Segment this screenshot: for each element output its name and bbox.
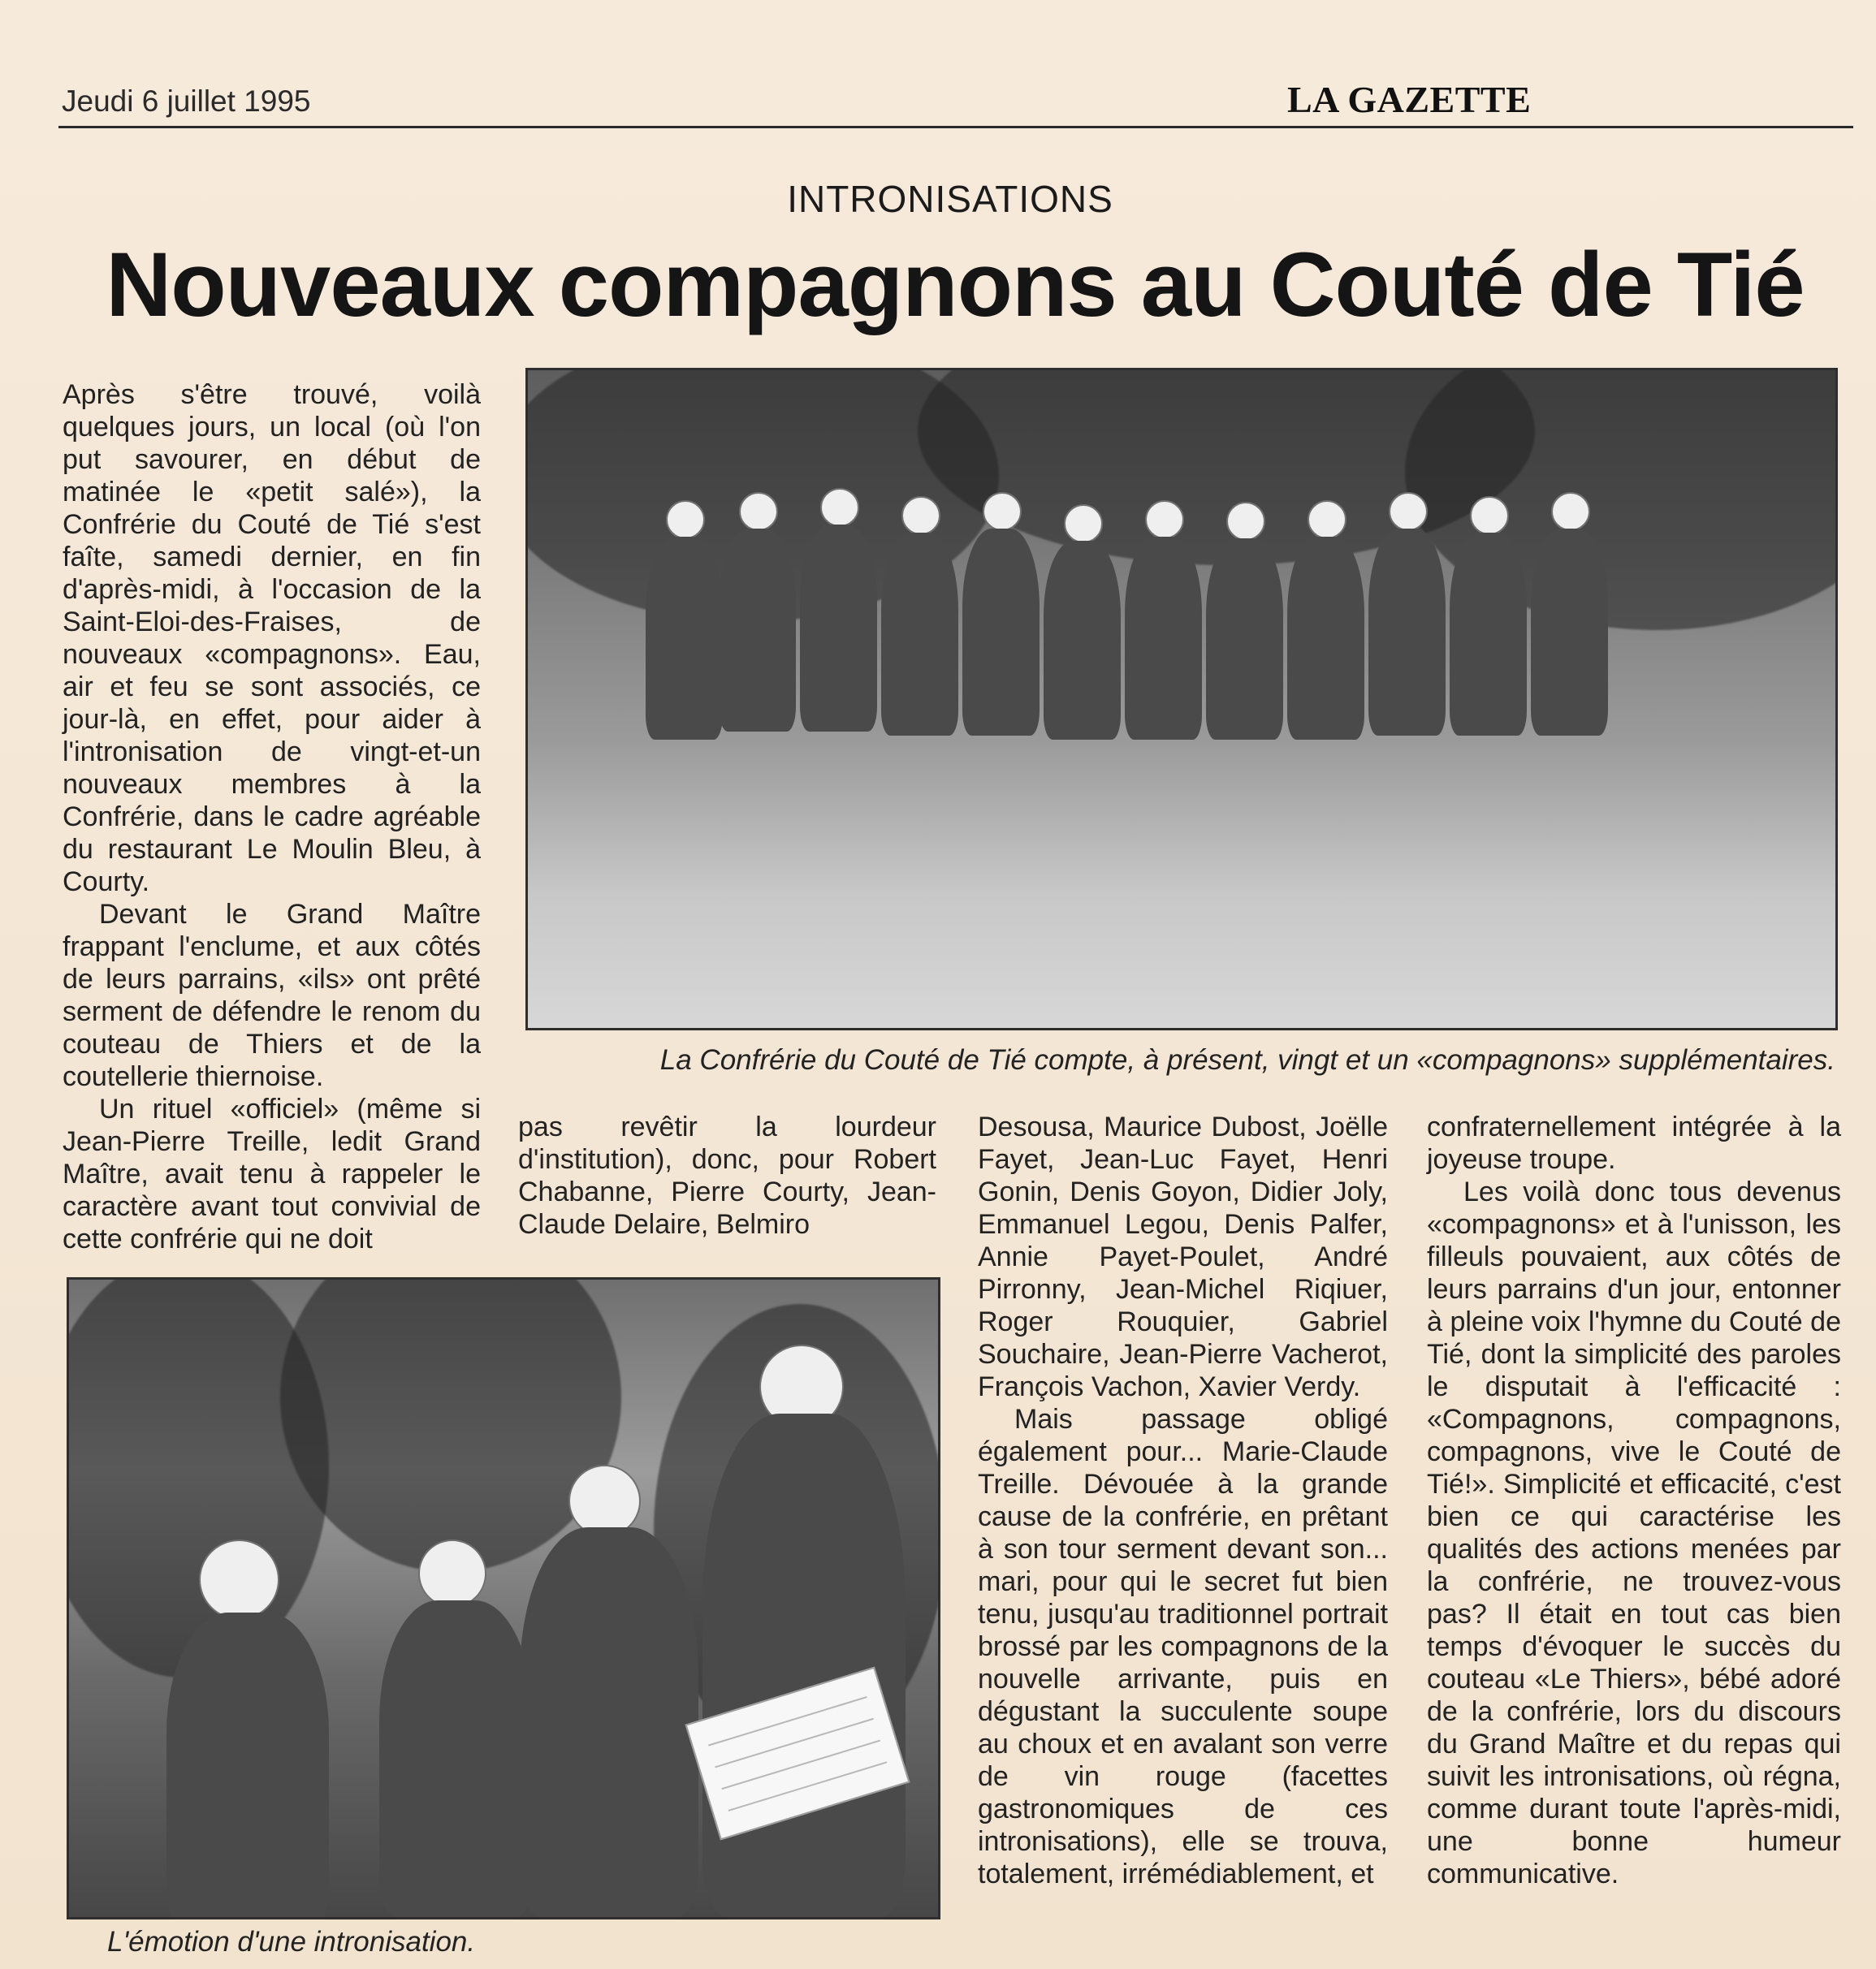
- paper-line: [715, 1718, 874, 1768]
- person-body: [1450, 533, 1527, 736]
- person-body: [1125, 537, 1202, 740]
- person-head: [901, 496, 940, 535]
- third-paragraph-1: Desousa, Maurice Dubost, Joëlle Fayet, Jean-Luc Fayet, Henri Gonin, Denis Goyon, Didier Joly, Emmanuel Legou, Denis Palfer, Annie Payet-Poulet, André Pirronny, Jean-Michel Riqiuer, Roger Rouquier, Gabriel Souchaire, Jean-Pierre Vacherot, François Vachon, Xavier Verdy.: [978, 1112, 1388, 1402]
- person-head: [1064, 504, 1103, 543]
- third-paragraph-2: Mais passage obligé également pour... Marie-Claude Treille. Dévouée à la grande cause de la confrérie, en prêtant à son tour serment devant son... mari, pour qui le secret fut bien tenu, jusqu'au traditionnel portrait brossé par les compagnons de la nouvelle arrivante, puis en dégustant la succulente soupe au choux et en avalant son verre de vin rouge (facettes gastronomiques de ces intronisations), elle se trouva, totalement, irrémédiablement, et: [978, 1404, 1388, 1889]
- person-body: [702, 1414, 906, 1917]
- person-head: [983, 492, 1022, 531]
- person-body: [379, 1600, 534, 1917]
- person-head: [418, 1539, 486, 1608]
- person-body: [1287, 537, 1364, 740]
- person-head: [568, 1465, 641, 1537]
- person-body: [800, 525, 877, 732]
- article-kicker: INTRONISATIONS: [787, 178, 1113, 220]
- person-body: [1206, 538, 1283, 740]
- issue-date: Jeudi 6 juillet 1995: [62, 84, 311, 118]
- left-paragraph-3: Un rituel «officiel» (même si Jean-Pierre Treille, ledit Grand Maître, avait tenu à rappeler le caractère avant tout convivial de cette confrérie qui ne doit: [63, 1094, 481, 1254]
- ceremony-photo: [67, 1277, 940, 1919]
- person-head: [1551, 492, 1590, 531]
- article-column-third: [978, 1111, 1388, 1890]
- person-body: [1044, 541, 1121, 740]
- person-body: [962, 529, 1040, 736]
- person-body: [1531, 529, 1608, 736]
- paper-line: [721, 1740, 880, 1790]
- group-photo-caption: La Confrérie du Couté de Tié compte, à présent, vingt et un «compagnons» supplémentaires.: [659, 1044, 1835, 1076]
- tree-foliage-shadow: [280, 1277, 621, 1572]
- person-body: [520, 1527, 698, 1917]
- person-head: [1308, 500, 1346, 539]
- person-body: [646, 537, 723, 740]
- article-column-center: [518, 1111, 936, 1241]
- person-head: [199, 1539, 279, 1620]
- group-photo: [525, 368, 1838, 1030]
- fourth-paragraph-2: Les voilà donc tous devenus «compagnons» et à l'unisson, les filleuls pouvaient, aux côtés de leurs parrains d'un jour, entonner à pleine voix l'hymne du Couté de Tié, dont la simplicité des paroles le disputait à l'efficacité : «Compagnons, compagnons, compagnons, vive le Couté de Tié!». Simplicité et efficacité, c'est bien ce qui caractérise les qualités des actions menées par la confrérie, ne trouvez-vous pas? Il était en tout cas bien temps d'évoquer le succès du couteau «Le Thiers», bébé adoré de la confrérie, lors du discours du Grand Maître et du repas qui suivit les intronisations, où régna, comme durant toute l'après-midi, une bonne humeur communicative.: [1427, 1177, 1841, 1889]
- person-head: [1226, 502, 1265, 541]
- person-head: [1389, 492, 1428, 531]
- article-column-fourth: [1427, 1111, 1841, 1890]
- person-body: [1368, 529, 1446, 736]
- person-body: [881, 533, 958, 736]
- fourth-paragraph-1: confraternellement intégrée à la joyeuse troupe.: [1427, 1112, 1841, 1175]
- person-head: [739, 492, 778, 531]
- person-head: [666, 500, 705, 539]
- article-column-left: [63, 378, 481, 1255]
- masthead-rule: [58, 126, 1853, 128]
- person-body: [719, 529, 796, 732]
- left-paragraph-1: Après s'être trouvé, voilà quelques jours, un local (où l'on put savourer, en début de matinée le «petit salé»), la Confrérie du Couté de Tié s'est faîte, samedi dernier, en fin d'après-midi, à l'occasion de la Saint-Eloi-des-Fraises, de nouveaux «compagnons». Eau, air et feu se sont associés, ce jour-là, en effet, pour aider à l'intronisation de vingt-et-un nouveaux membres à la Confrérie, dans le cadre agréable du restaurant Le Moulin Bleu, à Courty.: [63, 379, 481, 897]
- person-head: [820, 488, 859, 527]
- left-paragraph-2: Devant le Grand Maître frappant l'enclume, et aux côtés de leurs parrains, «ils» ont prêté serment de défendre le renom du couteau de Thiers et de la coutellerie thiernoise.: [63, 899, 481, 1092]
- center-paragraph-1: pas revêtir la lourdeur d'institution), donc, pour Robert Chabanne, Pierre Courty, Jean-Claude Delaire, Belmiro: [518, 1112, 936, 1240]
- article-headline: Nouveaux compagnons au Couté de Tié: [106, 234, 1805, 335]
- publication-name: LA GAZETTE: [1287, 79, 1532, 120]
- person-head: [1145, 500, 1184, 539]
- person-head: [1470, 496, 1509, 535]
- ceremony-photo-caption: L'émotion d'une intronisation.: [107, 1926, 476, 1958]
- person-body: [166, 1613, 329, 1919]
